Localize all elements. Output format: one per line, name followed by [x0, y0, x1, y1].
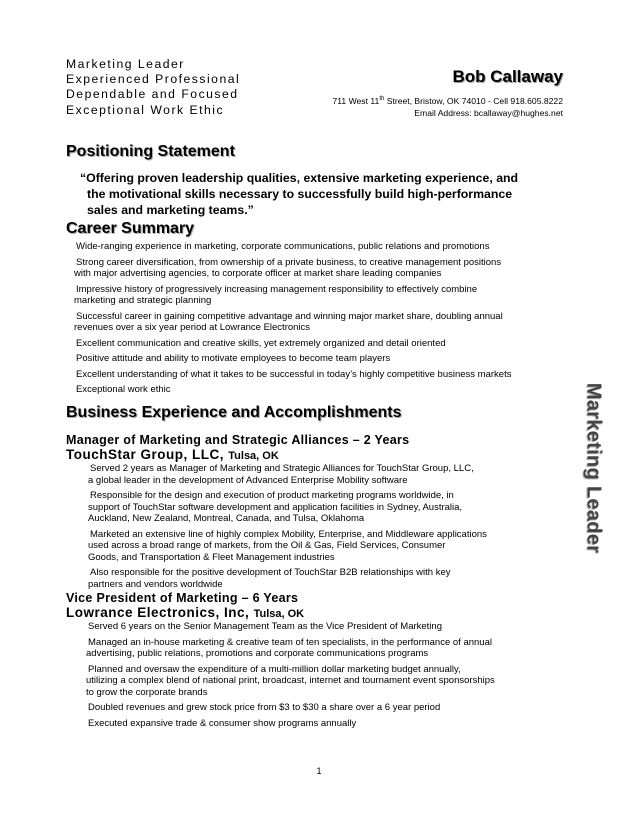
- list-item-line: Strong career diversification, from ownership of a private business, to creative management positions: [76, 256, 502, 268]
- experience-heading: Business Experience and Accomplishments: [66, 404, 402, 421]
- quote-line: sales and marketing teams.”: [87, 203, 254, 217]
- company-line: [66, 605, 304, 620]
- candidate-name: Bob Callaway: [452, 67, 563, 86]
- quote-line: the motivational skills necessary to successfully build high-performance: [87, 187, 513, 201]
- list-item-line: Also responsible for the positive development of TouchStar B2B relationships with key: [90, 567, 451, 578]
- list-item: [76, 284, 511, 307]
- positioning-quote: [80, 170, 560, 218]
- list-item: [90, 567, 487, 590]
- list-item-line: Wide-ranging experience in marketing, corporate communications, public relations and promotions: [76, 241, 490, 252]
- job-duties-list: [90, 463, 487, 594]
- job-duties-list: [88, 621, 495, 733]
- list-item-line: with major advertising agencies, to corporate officer at market share leading companies: [74, 268, 442, 279]
- list-item: [76, 338, 511, 350]
- company-location: Tulsa, OK: [228, 450, 279, 462]
- list-item-line: Responsible for the design and execution of product marketing programs worldwide, in: [90, 490, 454, 501]
- list-item-line: Executed expansive trade & consumer show programs annually: [88, 717, 357, 729]
- contact-address: 711 West 11th Street, Bristow, OK 74010 - Cell 918.605.8222: [332, 95, 563, 106]
- list-item-line: Exceptional work ethic: [76, 384, 171, 395]
- list-item-line: a global leader in the development of Advanced Enterprise Mobility software: [88, 474, 408, 486]
- list-item-line: Successful career in gaining competitive advantage and winning major market share, doubling annual: [76, 310, 503, 322]
- company-name: TouchStar Group, LLC,: [66, 447, 224, 462]
- list-item: [90, 463, 487, 486]
- job-header: [66, 433, 409, 462]
- list-item: [76, 257, 511, 280]
- tagline-line: Dependable and Focused: [66, 87, 239, 102]
- job-title: Manager of Marketing and Strategic Alliances – 2 Years: [66, 433, 410, 447]
- list-item: [76, 384, 511, 396]
- list-item-line: Positive attitude and ability to motivate employees to become team players: [76, 353, 391, 364]
- list-item: [76, 369, 511, 381]
- tagline-line: Marketing Leader: [66, 57, 185, 71]
- company-location: Tulsa, OK: [253, 608, 305, 620]
- company-line: [66, 447, 409, 462]
- list-item: [76, 241, 511, 253]
- list-item-line: Excellent communication and creative skills, yet extremely organized and detail oriented: [76, 337, 446, 349]
- list-item: [88, 637, 495, 660]
- list-item-line: Doubled revenues and grew stock price from $3 to $30 a share over a 6 year period: [88, 702, 441, 713]
- sidebar-banner: [578, 348, 608, 588]
- list-item-line: marketing and strategic planning: [74, 295, 212, 306]
- sidebar-text: Marketing Leader: [582, 382, 605, 554]
- list-item-line: Served 6 years on the Senior Management Team as the Vice President of Marketing: [88, 621, 442, 632]
- list-item: [76, 353, 511, 365]
- list-item-line: Planned and oversaw the expenditure of a multi-million dollar marketing budget annually,: [88, 663, 461, 675]
- list-item: [88, 718, 495, 730]
- job-header: [66, 591, 304, 620]
- list-item-line: Auckland, New Zealand, Montreal, Canada, and Tulsa, Oklahoma: [88, 513, 365, 524]
- career-summary-heading: Career Summary: [66, 220, 195, 237]
- list-item-line: Served 2 years as Manager of Marketing and Strategic Alliances for TouchStar Group, LLC,: [90, 463, 474, 474]
- career-summary-list: [76, 241, 511, 400]
- list-item: [88, 702, 495, 714]
- list-item-line: Marketed an extensive line of highly complex Mobility, Enterprise, and Middleware applications: [90, 528, 487, 540]
- list-item-line: Impressive history of progressively increasing management responsibility to effectively combine: [76, 283, 478, 295]
- positioning-heading: Positioning Statement: [66, 143, 235, 160]
- job-title: Vice President of Marketing – 6 Years: [66, 591, 299, 605]
- list-item-line: Goods, and Transportation & Fleet Management industries: [88, 551, 335, 563]
- page-number: 1: [316, 766, 322, 776]
- company-name: Lowrance Electronics, Inc,: [66, 605, 250, 620]
- list-item-line: used across a broad range of markets, from the Oil & Gas, Field Services, Consumer: [88, 540, 446, 551]
- list-item-line: Managed an in-house marketing & creative team of ten specialists, in the performance of annual: [88, 636, 492, 648]
- contact-block: [332, 93, 563, 119]
- list-item: [88, 664, 495, 699]
- list-item: [90, 529, 487, 564]
- tagline-block: [66, 57, 240, 118]
- quote-line: “Offering proven leadership qualities, extensive marketing experience, and: [80, 171, 519, 185]
- list-item: [90, 490, 487, 525]
- tagline-line: Exceptional Work Ethic: [66, 102, 225, 117]
- list-item-line: Excellent understanding of what it takes to be successful in today’s highly competitive business markets: [76, 368, 512, 380]
- list-item-line: utilizing a complex blend of national print, broadcast, internet and tournament event sponsorships: [86, 675, 495, 686]
- contact-email: Email Address: bcallaway@hughes.net: [414, 107, 563, 118]
- list-item-line: support of TouchStar software development and application facilities in Sydney, Australia,: [88, 501, 463, 513]
- list-item: [88, 621, 495, 633]
- list-item-line: to grow the corporate brands: [86, 686, 208, 698]
- list-item-line: advertising, public relations, promotions and corporate communications programs: [86, 648, 429, 659]
- tagline-line: Experienced Professional: [66, 72, 241, 87]
- list-item-line: partners and vendors worldwide: [88, 578, 223, 590]
- list-item: [76, 311, 511, 334]
- list-item-line: revenues over a six year period at Lowrance Electronics: [74, 322, 311, 333]
